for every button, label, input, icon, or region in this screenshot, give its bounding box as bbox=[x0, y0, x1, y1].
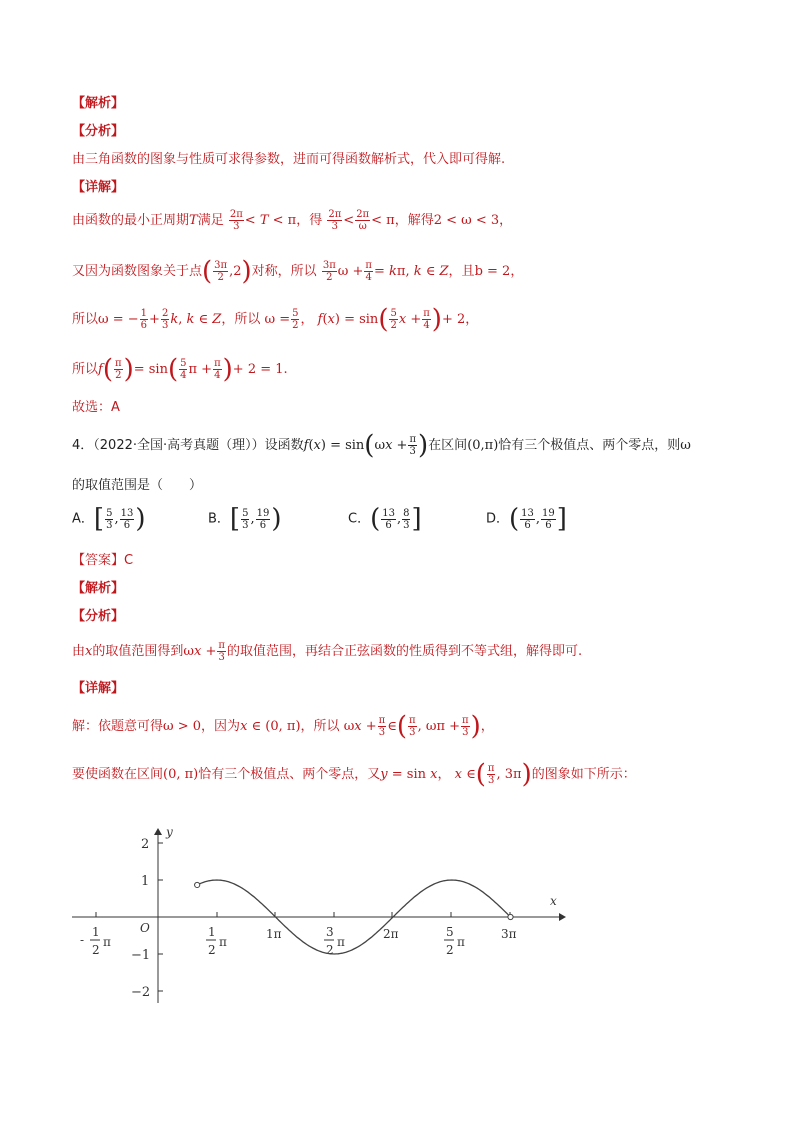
analysis-heading: 【解析】 bbox=[72, 96, 125, 111]
svg-text:π: π bbox=[337, 935, 345, 949]
svg-text:3: 3 bbox=[326, 925, 334, 939]
svg-text:2: 2 bbox=[208, 943, 216, 957]
q4-analysis-sub-heading: 【分析】 bbox=[72, 609, 125, 624]
answer-1: 故选：A bbox=[72, 400, 120, 415]
svg-text:-: - bbox=[80, 933, 85, 947]
analysis-text: 由三角函数的图象与性质可求得参数，进而可得函数解析式，代入即可得解. bbox=[72, 152, 506, 167]
open-endpoint-end bbox=[508, 914, 513, 919]
origin-label: O bbox=[140, 921, 150, 935]
x-label-2pi: 2π bbox=[383, 927, 399, 941]
y-axis-label: y bbox=[166, 825, 173, 839]
question-4-stem-line2: 的取值范围是（ ） bbox=[72, 478, 203, 493]
option-c[interactable]: C．( $\frac{13}{6}$ , $\frac{8}{3}$ ] bbox=[348, 504, 422, 534]
svg-text:5: 5 bbox=[446, 925, 454, 939]
y-label-neg1: −1 bbox=[131, 948, 151, 963]
y-label-2: 2 bbox=[141, 837, 150, 852]
x-label-pi: 1π bbox=[266, 927, 282, 941]
q4-analysis-heading: 【解析】 bbox=[72, 581, 125, 596]
x-axis-label: x bbox=[550, 894, 557, 908]
svg-text:2: 2 bbox=[326, 943, 334, 957]
open-endpoint-start bbox=[195, 882, 200, 887]
svg-text:π: π bbox=[457, 935, 465, 949]
x-label-three-halves-pi bbox=[324, 925, 345, 957]
answer-4: 【答案】C bbox=[72, 553, 134, 568]
q4-detail-heading: 【详解】 bbox=[72, 681, 125, 696]
x-label-half-pi bbox=[206, 925, 227, 957]
q4-analysis-text: 由x的取值范围得到ωx + $\frac{\pi}{3}$ 的取值范围，再结合正弦函数的性质得到不等式组，解得即可. bbox=[72, 640, 583, 663]
detail-line-2: 又因为函数图象关于点( $\frac{3\pi}{2}$ ,2)对称，所以 $\frac{3\pi}{2}$ ω + $\frac{\pi}{4}$ = kπ, k ∈ Z，且b = 2， bbox=[72, 256, 524, 287]
option-b[interactable]: B．[ $\frac{5}{3}$ , $\frac{19}{6}$ ) bbox=[208, 504, 282, 534]
q4-detail-line-1: 解：依题意可得ω > 0，因为x ∈ (0, π)，所以 ωx + $\frac{\pi}{3}$ ∈( $\frac{\pi}{3}$ , ωπ + $\frac{\pi}{3}$ )， bbox=[72, 711, 494, 742]
svg-text:π: π bbox=[219, 935, 227, 949]
option-a[interactable]: A．[ $\frac{5}{3}$ , $\frac{13}{6}$ ) bbox=[72, 504, 146, 534]
y-label-1: 1 bbox=[141, 874, 150, 889]
x-label-neg-half-pi bbox=[80, 925, 111, 957]
svg-text:1: 1 bbox=[208, 925, 216, 939]
svg-text:2: 2 bbox=[92, 943, 100, 957]
x-label-five-halves-pi bbox=[444, 925, 465, 957]
svg-text:π: π bbox=[103, 935, 111, 949]
question-4-stem: 4．（2022·全国·高考真题（理））设函数f(x) = sin(ωx + $\frac{\pi}{3}$ )在区间(0,π)恰有三个极值点、两个零点，则ω bbox=[72, 430, 691, 461]
detail-line-3: 所以ω = − $\frac{1}{6}$ + $\frac{2}{3}$ k, k ∈ Z，所以 ω = $\frac{5}{2}$ ， f(x) = sin( $\frac{5}{2}$ x + $\frac{\pi}{4}$ )+ 2， bbox=[72, 304, 479, 335]
svg-text:2: 2 bbox=[446, 943, 454, 957]
analysis-sub-heading: 【分析】 bbox=[72, 124, 125, 139]
x-ticks bbox=[96, 912, 510, 917]
svg-text:1: 1 bbox=[92, 925, 100, 939]
x-label-3pi: 3π bbox=[501, 927, 517, 941]
option-d[interactable]: D．( $\frac{13}{6}$ , $\frac{19}{6}$ ] bbox=[486, 504, 567, 534]
q4-detail-line-2: 要使函数在区间(0, π)恰有三个极值点、两个零点，又y = sin x， x ∈( $\frac{\pi}{3}$ , 3π)的图象如下所示： bbox=[72, 759, 636, 790]
y-label-neg2: −2 bbox=[131, 985, 151, 1000]
detail-line-1: 由函数的最小正周期T满足 $\frac{2\pi}{3}$ < T < π，得 $\frac{2\pi}{3}$ < $\frac{2\pi}{\omega}$ < π，解得2 < ω < 3， bbox=[72, 209, 513, 232]
detail-line-4: 所以f( $\frac{\pi}{2}$ )= sin( $\frac{5}{4}$ π + $\frac{\pi}{4}$ )+ 2 = 1. bbox=[72, 354, 288, 385]
sine-curve bbox=[197, 880, 510, 954]
detail-heading: 【详解】 bbox=[72, 180, 125, 195]
